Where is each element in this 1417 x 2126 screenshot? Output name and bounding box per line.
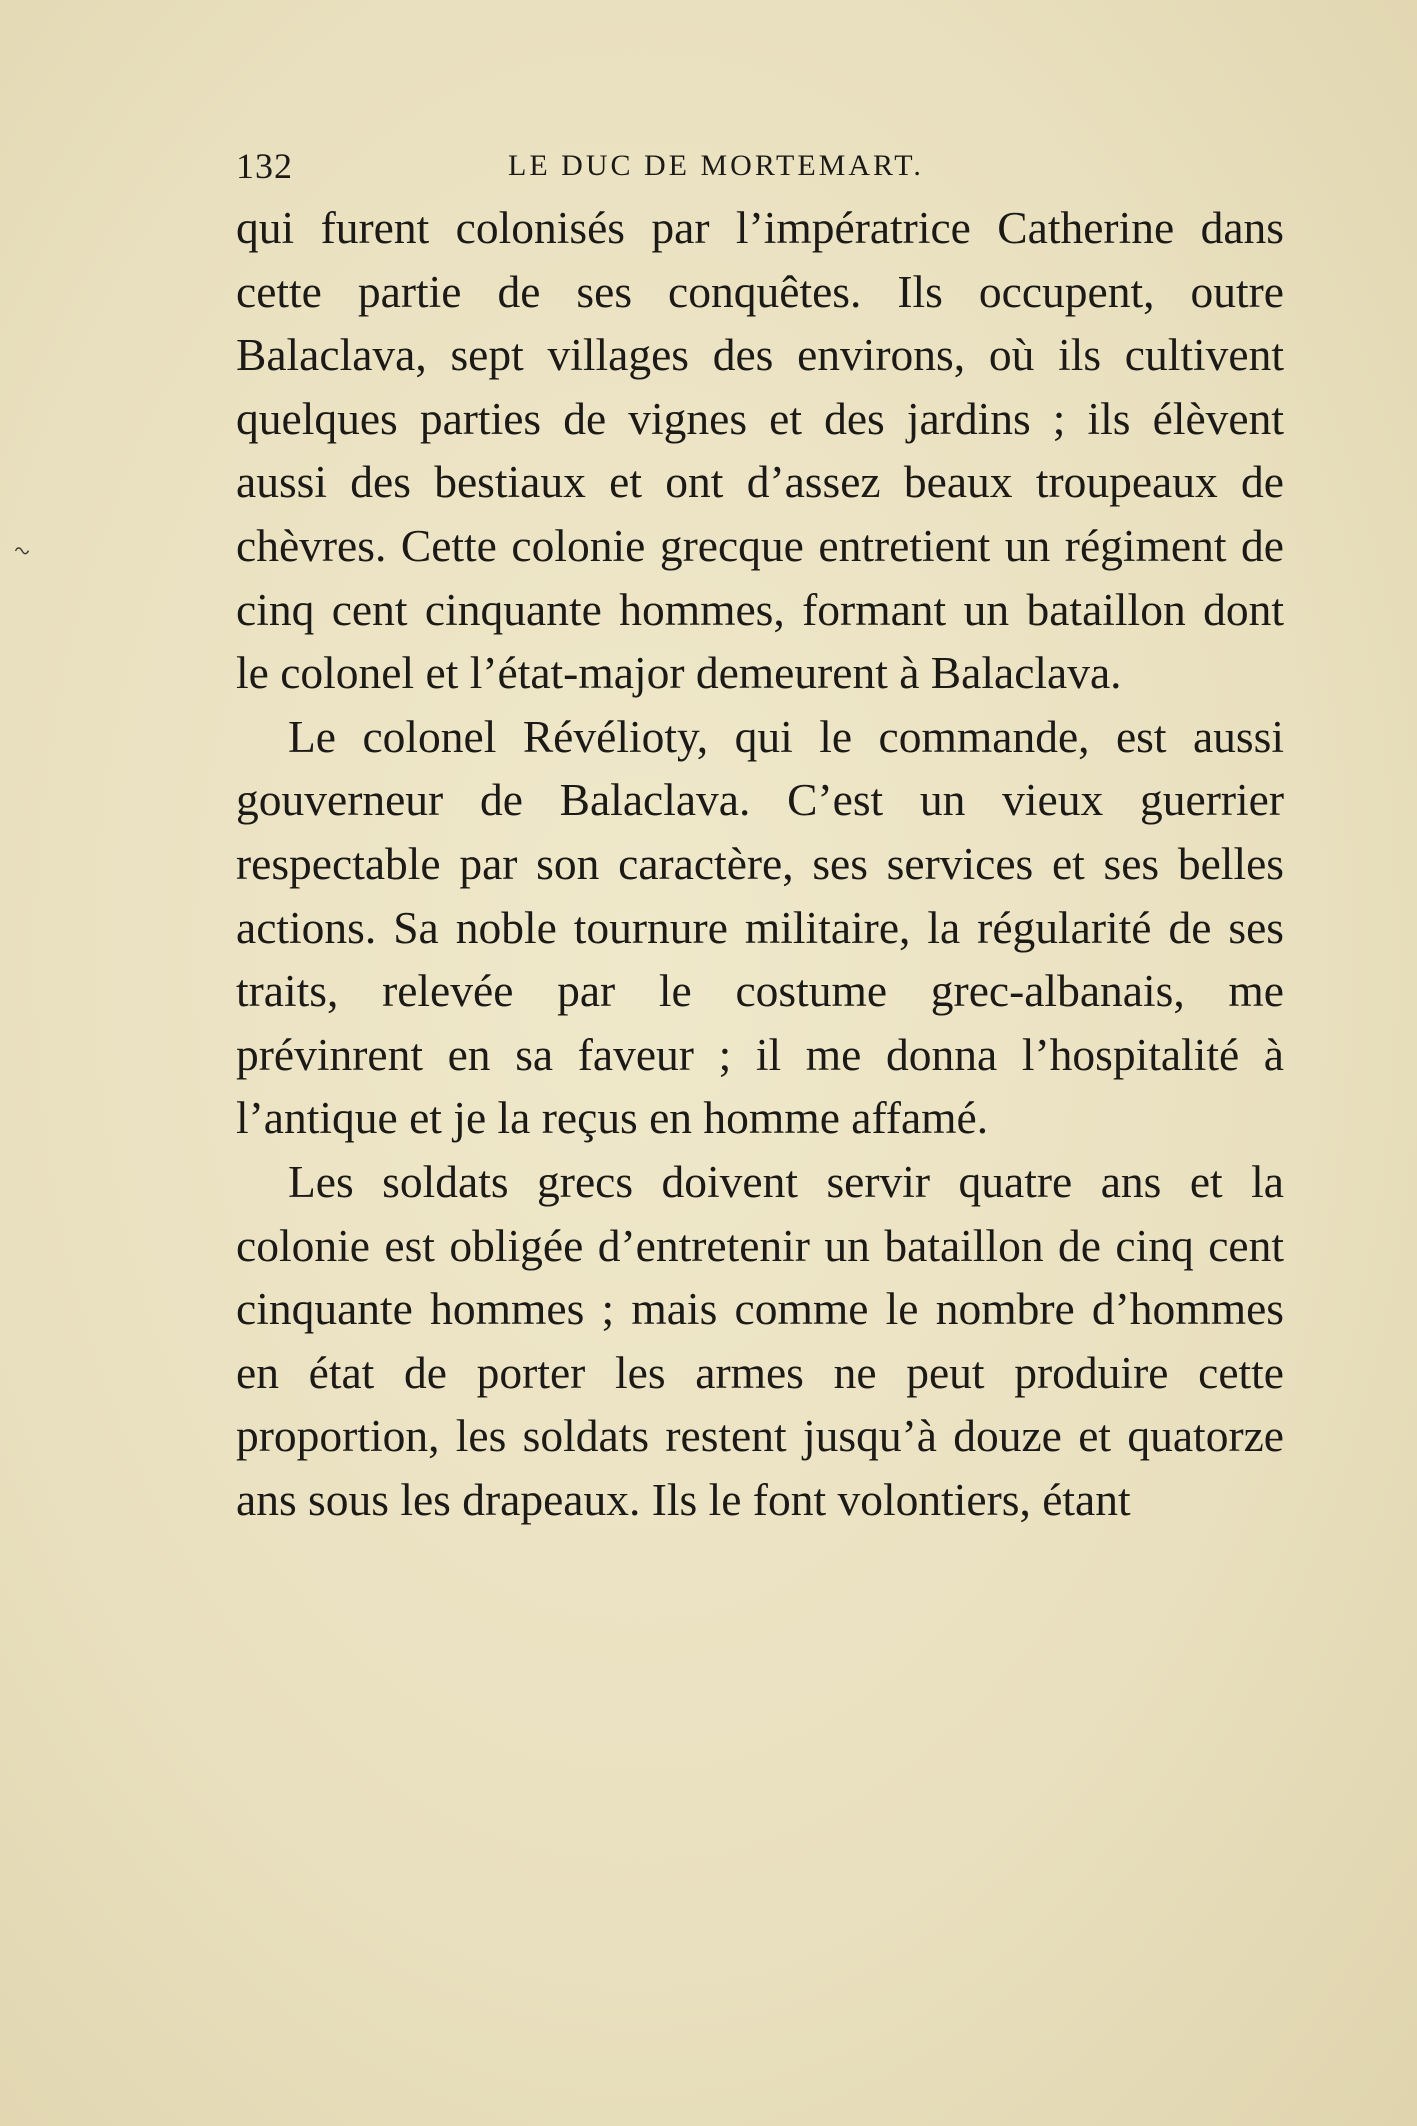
- paragraph: Les soldats grecs doivent servir quatre ans et la colonie est obligée d’entretenir un bataillon de cinq cent cinquante hommes ; mais comme le nombre d’hommes en état de porter les armes ne peut produire cette proportion, les soldats restent jusqu’à douze et quatorze ans sous les drapeaux. Ils le font volontiers, étant: [236, 1155, 1284, 1525]
- running-head: [236, 140, 1284, 192]
- book-page: [236, 140, 1284, 1531]
- margin-pencil-mark: ~: [9, 534, 35, 569]
- paragraph: Le colonel Révélioty, qui le commande, est aussi gouverneur de Balaclava. C’est un vieux guerrier respectable par son caractère, ses services et ses belles actions. Sa noble tournure militaire, la régularité de ses traits, relevée par le costume grec-albanais, me prévinrent en sa faveur ; il me donna l’hospitalité à l’antique et je la reçus en homme affamé.: [236, 710, 1284, 1144]
- running-title: LE DUC DE MORTEMART.: [508, 149, 924, 182]
- page-number: 132: [236, 146, 293, 186]
- paragraph-continued: qui furent colonisés par l’impératrice Catherine dans cette partie de ses conquêtes. Ils occupent, outre Balaclava, sept villages des environs, où ils cultivent quelques parties de vignes et des jardins ; ils élèvent aussi des bestiaux et ont d’assez beaux troupeaux de chèvres. Cette colonie grecque entretient un régiment de cinq cent cinquante hommes, formant un bataillon dont le colonel et l’état-major demeurent à Balaclava.: [236, 202, 1284, 699]
- body-text: [236, 196, 1284, 1531]
